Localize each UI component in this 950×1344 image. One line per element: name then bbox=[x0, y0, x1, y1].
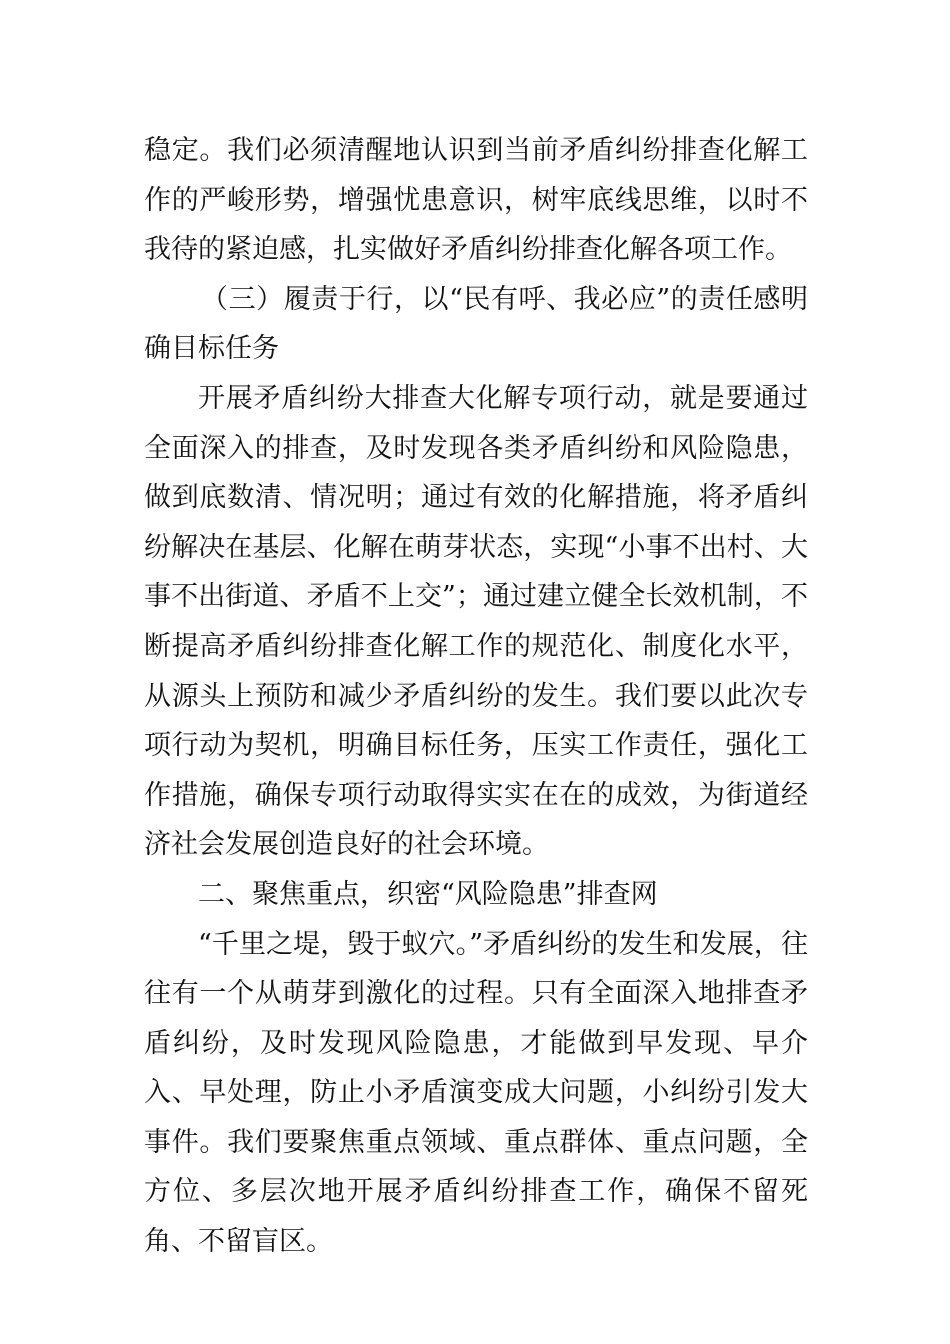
section-heading: 二、聚焦重点，织密“风险隐患”排查网 bbox=[198, 878, 658, 910]
document-body bbox=[144, 126, 808, 1267]
body-paragraph: 开展矛盾纠纷大排查大化解专项行动，就是要通过全面深入的排查，及时发现各类矛盾纠纷和风险隐患，做到底数清、情况明；通过有效的化解措施，将矛盾纠纷解决在基层、化解在萌芽状态，实现“小事不出村、大事不出街道、矛盾不上交”；通过建立健全长效机制，不断提高矛盾纠纷排查化解工作的规范化、制度化水平，从源头上预防和减少矛盾纠纷的发生。我们要以此次专项行动为契机，明确目标任务，压实工作责任，强化工作措施，确保专项行动取得实实在在的成效，为街道经济社会发展创造良好的社会环境。 bbox=[144, 382, 808, 861]
body-paragraph: “千里之堤，毁于蚁穴。”矛盾纠纷的发生和发展，往往有一个从萌芽到激化的过程。只有全面深入地排查矛盾纠纷，及时发现风险隐患，才能做到早发现、早介入、早处理，防止小矛盾演变成大问题，小纠纷引发大事件。我们要聚焦重点领域、重点群体、重点问题，全方位、多层次地开展矛盾纠纷排查工作，确保不留死角、不留盲区。 bbox=[144, 928, 808, 1258]
subsection-heading: （三）履责于行，以“民有呼、我必应”的责任感明确目标任务 bbox=[144, 283, 808, 365]
paragraph-continuation: 稳定。我们必须清醒地认识到当前矛盾纠纷排查化解工作的严峻形势，增强忧患意识，树牢底线思维，以时不我待的紧迫感，扎实做好矛盾纠纷排查化解各项工作。 bbox=[144, 135, 808, 266]
